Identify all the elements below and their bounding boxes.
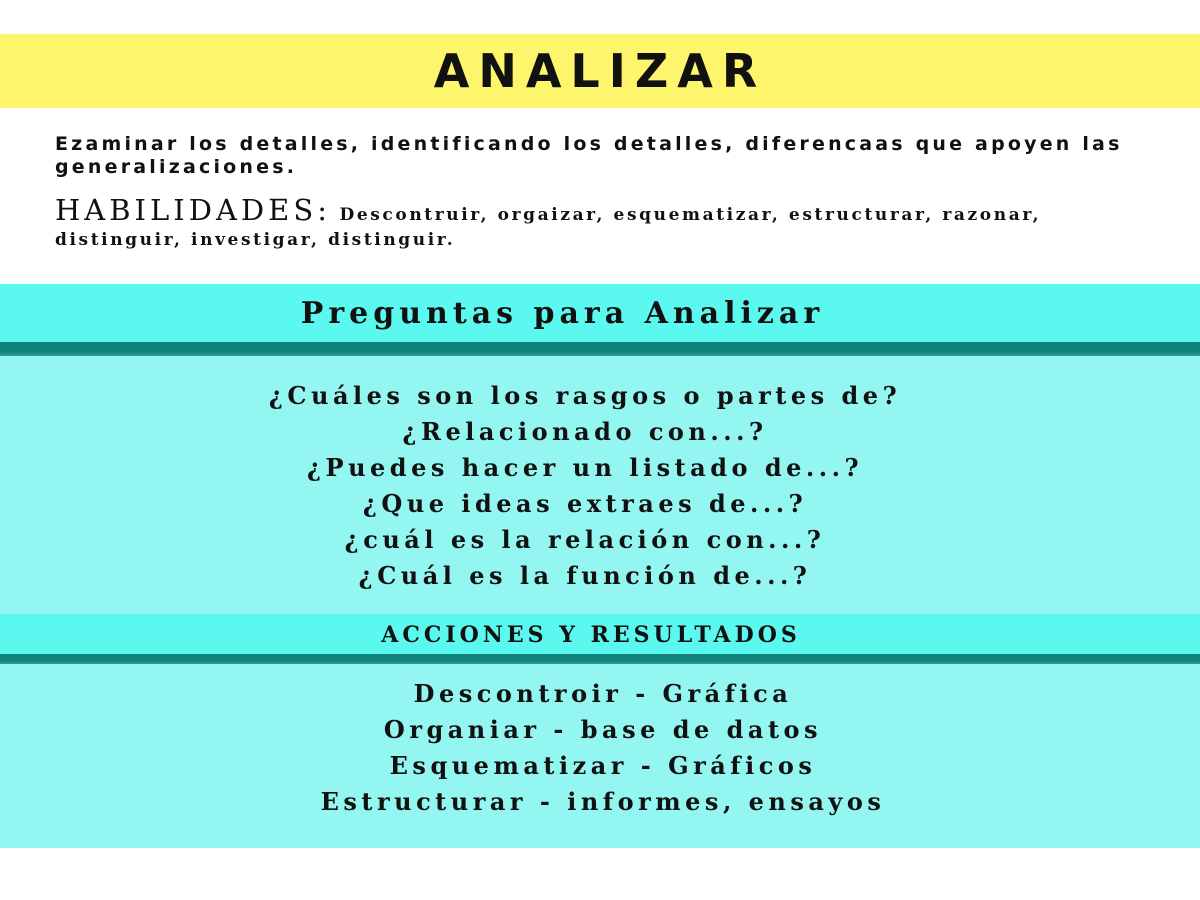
question-item: ¿cuál es la relación con...? [344, 525, 826, 554]
action-item: Estructurar - informes, ensayos [320, 787, 886, 816]
question-item: ¿Relacionado con...? [402, 417, 768, 446]
skills-label: HABILIDADES: [55, 193, 331, 227]
skills-paragraph [55, 193, 1175, 253]
action-item: Descontroir - Gráfica [413, 679, 793, 708]
title-band [0, 34, 1200, 108]
questions-list [0, 378, 1170, 594]
action-item: Esquematizar - Gráficos [389, 751, 817, 780]
definition-text: Ezaminar los detalles, identificando los detalles, diferencaas que apoyen las generalizaciones. [55, 133, 1123, 178]
questions-divider [0, 342, 1200, 356]
actions-divider [0, 654, 1200, 664]
action-item: Organiar - base de datos [383, 715, 823, 744]
question-item: ¿Cuáles son los rasgos o partes de? [268, 381, 902, 410]
actions-title: ACCIONES Y RESULTADOS [381, 622, 801, 648]
skills-text: Descontruir, orgaizar, esquematizar, estructurar, razonar, distinguir, investigar, distinguir. [55, 205, 1042, 250]
actions-list [0, 676, 1200, 820]
question-item: ¿Que ideas extraes de...? [362, 489, 808, 518]
page-title: ANALIZAR [433, 44, 767, 98]
questions-title: Preguntas para Analizar [300, 295, 825, 331]
question-item: ¿Cuál es la función de...? [358, 561, 812, 590]
question-item: ¿Puedes hacer un listado de...? [306, 453, 864, 482]
